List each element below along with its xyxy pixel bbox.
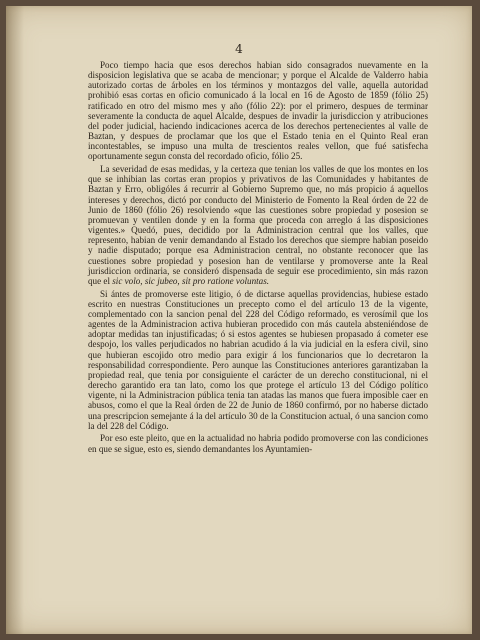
paragraph: Por eso este pleito, que en la actualidad no habria podido promoverse con las condiciones en que se sigue, esto es, siendo demandantes los Ayuntamien- [88,433,428,454]
document-page [6,6,472,634]
paragraph-text: La severidad de esas medidas, y la certeza que tenian los valles de que los montes en los que se inhibian las cortas eran propios y privativos de las Comunidades y habitantes de Baztan y Erro, obligóles á recurrir al Gobierno Supremo que, no más propicio á aquellos intereses y derechos, dictó por conducto del Ministerio de Fomento la Real órden de 22 de Junio de 1860 (fólio 26) resolviendo «que las cuestiones sobre propiedad y posesion se promuevan y ventilen donde y en la forma que proceda con arreglo á las disposiciones vigentes.» Quedó, pues, decidido por la Administracion central que los valles, que represento, habian de venir demandando al Estado los derechos que siempre habian poseido y nadie disputado; porque esa Administracion central, no obstante reconocer que las cuestiones sobre propiedad y posesion han de ventilarse y promoverse ante la Real jurisdiccion ordinaria, se consideró dispensada de seguir ese procedimiento, sin más razon que el [88,164,428,286]
binding-shadow [6,6,24,634]
paragraph: Si ántes de promoverse este litigio, ó de dictarse aquellas providencias, hubiese estado escrito en nuestras Constituciones un precepto como el del artículo 13 de la vigente, complementado con la sancion penal del 228 del Código reformado, es verosímil que los agentes de la Administracion activa hubieran procedido con más cautela absteniéndose de adoptar medidas tan injustificadas; ó si estos agentes se hubiesen propasado á cometer ese despojo, los valles perjudicados no habrian acudido á la via judicial en la esfera civil, sino que hubieran escojido otro medio para exigir á los funcionarios que lo decretaron la responsabilidad correspondiente. Pero aunque las Constituciones anteriores garantizaban la propiedad real, que tenia por consiguiente el carácter de un derecho constitucional, ni el derecho garantido era tan lato, como los que protege el artículo 13 del Código político vigente, ni la Administracion pública tenia tan atadas las manos que fuera imposible caer en abusos, como el que la Real órden de 22 de Junio de 1860 confirmó, por no haberse dictado una prescripcion semejante á la del artículo 30 de la Constitucion actual, ó una sancion como la del 228 del Código. [88,288,428,431]
paragraph: Poco tiempo hacia que esos derechos habian sido consagrados nuevamente en la disposicion legislativa que se acaba de mencionar; y porque el Alcalde de Valderro habia autorizado cortas de árboles en los términos y montazgos del valle, aquella autoridad prohibió esas cortas en oficio comunicado á la local en 16 de Agosto de 1859 (fólio 25) ratificado en otro del mismo mes y año (fólio 22): por el primero, despues de terminar severamente la conducta de aquel Alcalde, despues de invadir la jurisdiccion y atribuciones del poder judicial, haciendo indicaciones acerca de los derechos pertenecientes al valle de Baztan, y despues de proclamar que los que el Estado tenia en el Quinto Real eran incontestables, se impuso una multa de trescientos reales vellon, que fué satisfecha oportunamente segun consta del recordado oficio, fólio 25. [88,60,428,162]
body-text [88,60,428,454]
page-number: 4 [235,42,243,56]
paragraph [88,164,428,286]
latin-phrase: sic volo, sic jubeo, sit pro ratione voluntas. [112,275,270,286]
